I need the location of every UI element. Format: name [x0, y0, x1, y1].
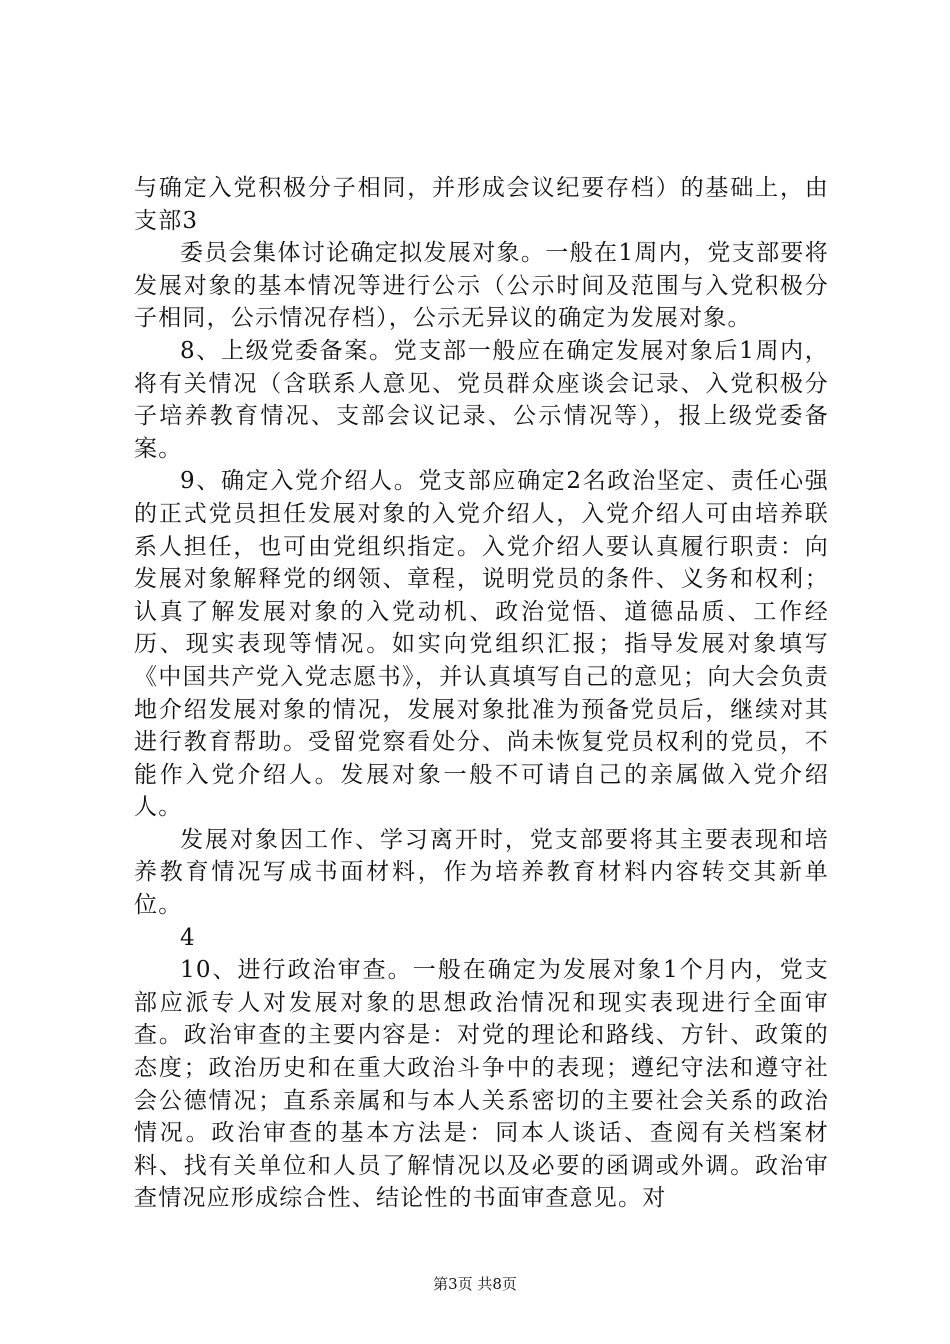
paragraph-item-9: 9、确定入党介绍人。党支部应确定2名政治坚定、责任心强的正式党员担任发展对象的入党介绍人，入党介绍人可由培养联系人担任，也可由党组织指定。入党介绍人要认真履行职责：向发展对象解释党的纲领、章程，说明党员的条件、义务和权利；认真了解发展对象的入党动机、政治觉悟、道德品质、工作经历、现实表现等情况。如实向党组织汇报；指导发展对象填写《中国共产党入党志愿书》，并认真填写自己的意见；向大会负责地介绍发展对象的情况，发展对象批准为预备党员后，继续对其进行教育帮助。受留党察看处分、尚未恢复党员权利的党员，不能作入党介绍人。发展对象一般不可请自己的亲属做入党介绍人。	[134, 468, 829, 821]
paragraph-marker: 4	[180, 924, 196, 951]
paragraph-continuation: 与确定入党积极分子相同，并形成会议纪要存档）的基础上，由支部3	[134, 175, 829, 234]
paragraph-item-10: 10、进行政治审查。一般在确定为发展对象1个月内，党支部应派专人对发展对象的思想政治情况和现实表现进行全面审查。政治审查的主要内容是：对党的理论和路线、方针、政策的态度；政治历史和在重大政治斗争中的表现；遵纪守法和遵守社会公德情况；直系亲属和与本人关系密切的主要社会关系的政治情况。政治审查的基本方法是：同本人谈话、查阅有关档案材料、找有关单位和人员了解情况以及必要的函调或外调。政治审查情况应形成综合性、结论性的书面审查意见。对	[134, 957, 829, 1212]
document-body	[134, 172, 829, 1215]
paragraph-item-8: 8、上级党委备案。党支部一般应在确定发展对象后1周内，将有关情况（含联系人意见、党员群众座谈会记录、入党积极分子培养教育情况、支部会议记录、公示情况等），报上级党委备案。	[134, 337, 829, 462]
page-footer: 第3页 共8页	[433, 1275, 517, 1293]
paragraph-transfer: 发展对象因工作、学习离开时，党支部要将其主要表现和培养教育情况写成书面材料，作为培养教育材料内容转交其新单位。	[134, 826, 829, 919]
paragraph-committee-discussion: 委员会集体讨论确定拟发展对象。一般在1周内，党支部要将发展对象的基本情况等进行公示（公示时间及范围与入党积极分子相同，公示情况存档），公示无异议的确定为发展对象。	[134, 240, 829, 332]
